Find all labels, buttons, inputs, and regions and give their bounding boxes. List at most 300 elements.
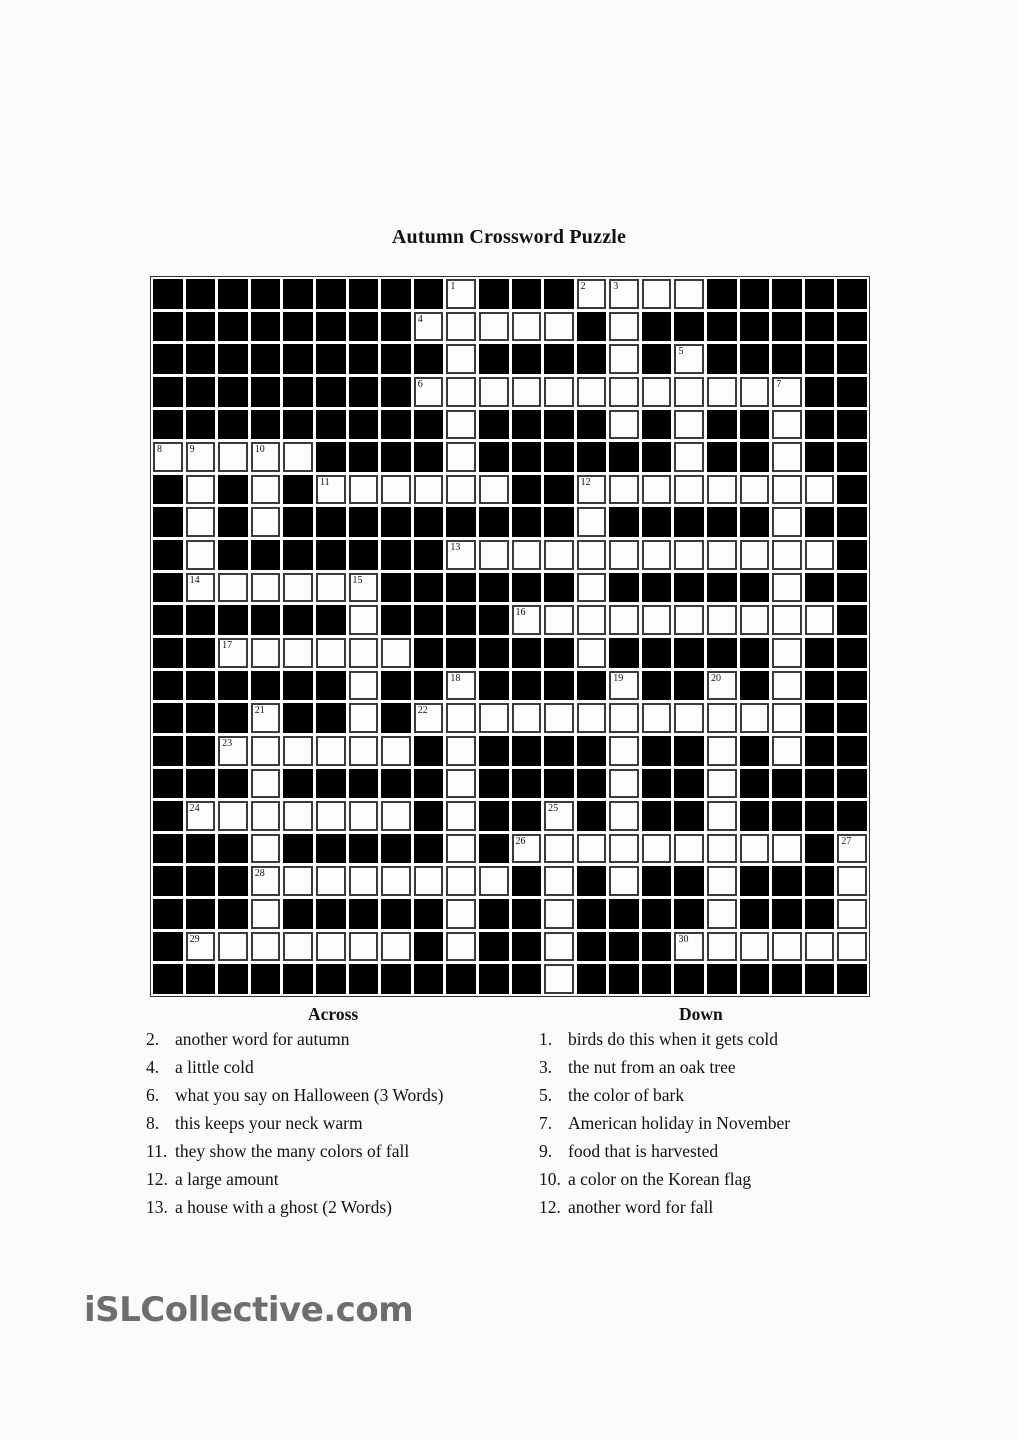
crossword-cell[interactable]	[642, 475, 672, 505]
crossword-cell[interactable]	[577, 475, 607, 505]
blocked-cell	[218, 769, 248, 799]
blocked-cell	[153, 573, 183, 603]
cell-number: 18	[450, 672, 461, 684]
blocked-cell	[740, 671, 770, 701]
crossword-cell[interactable]	[283, 736, 313, 766]
clue-number: 13.	[146, 1197, 168, 1217]
crossword-cell[interactable]	[446, 344, 476, 374]
crossword-cell[interactable]	[609, 279, 639, 309]
crossword-cell[interactable]	[512, 605, 542, 635]
crossword-cell[interactable]	[740, 605, 770, 635]
blocked-cell	[642, 964, 672, 994]
crossword-cell[interactable]	[772, 377, 802, 407]
blocked-cell	[381, 605, 411, 635]
crossword-cell[interactable]	[609, 540, 639, 570]
crossword-cell[interactable]	[609, 605, 639, 635]
clue-text: a little cold	[175, 1057, 254, 1077]
crossword-cell[interactable]	[381, 736, 411, 766]
crossword-cell[interactable]	[512, 703, 542, 733]
crossword-cell[interactable]	[251, 866, 281, 896]
blocked-cell	[740, 899, 770, 929]
blocked-cell	[153, 964, 183, 994]
crossword-cell[interactable]	[251, 475, 281, 505]
crossword-cell[interactable]	[707, 540, 737, 570]
blocked-cell	[316, 964, 346, 994]
crossword-cell[interactable]	[512, 834, 542, 864]
crossword-cell[interactable]	[707, 834, 737, 864]
blocked-cell	[837, 442, 867, 472]
blocked-cell	[153, 475, 183, 505]
crossword-cell[interactable]	[251, 703, 281, 733]
crossword-cell[interactable]	[446, 932, 476, 962]
crossword-cell[interactable]	[805, 605, 835, 635]
crossword-cell[interactable]	[251, 507, 281, 537]
crossword-cell[interactable]	[414, 703, 444, 733]
crossword-cell[interactable]	[674, 442, 704, 472]
crossword-cell[interactable]	[186, 442, 216, 472]
blocked-cell	[512, 932, 542, 962]
crossword-cell[interactable]	[577, 377, 607, 407]
crossword-cell[interactable]	[446, 410, 476, 440]
crossword-cell[interactable]	[316, 573, 346, 603]
crossword-cell[interactable]	[283, 442, 313, 472]
crossword-cell[interactable]	[381, 866, 411, 896]
blocked-cell	[577, 736, 607, 766]
blocked-cell	[544, 638, 574, 668]
blocked-cell	[740, 801, 770, 831]
crossword-cell[interactable]	[707, 899, 737, 929]
blocked-cell	[642, 801, 672, 831]
crossword-cell[interactable]	[283, 573, 313, 603]
crossword-cell[interactable]	[577, 573, 607, 603]
crossword-cell[interactable]	[512, 312, 542, 342]
across-heading: Across	[308, 1004, 359, 1024]
cell-number: 12	[580, 476, 591, 488]
cell-number: 6	[417, 378, 423, 390]
crossword-cell[interactable]	[674, 377, 704, 407]
crossword-cell[interactable]	[186, 507, 216, 537]
crossword-cell[interactable]	[479, 377, 509, 407]
crossword-cell[interactable]	[414, 377, 444, 407]
blocked-cell	[186, 866, 216, 896]
crossword-cell[interactable]	[837, 834, 867, 864]
crossword-cell[interactable]	[349, 801, 379, 831]
crossword-cell[interactable]	[609, 834, 639, 864]
blocked-cell	[381, 899, 411, 929]
blocked-cell	[153, 932, 183, 962]
crossword-cell[interactable]	[674, 344, 704, 374]
blocked-cell	[609, 932, 639, 962]
blocked-cell	[837, 671, 867, 701]
blocked-cell	[349, 312, 379, 342]
down-clues	[539, 1003, 859, 1221]
crossword-cell[interactable]	[446, 377, 476, 407]
crossword-cell[interactable]	[544, 964, 574, 994]
cell-number: 16	[515, 607, 526, 619]
blocked-cell	[642, 344, 672, 374]
clue-number: 12.	[146, 1169, 168, 1189]
crossword-cell[interactable]	[381, 932, 411, 962]
blocked-cell	[316, 769, 346, 799]
blocked-cell	[772, 964, 802, 994]
crossword-cell[interactable]	[349, 573, 379, 603]
crossword-cell[interactable]	[609, 801, 639, 831]
crossword-cell[interactable]	[740, 834, 770, 864]
clue-text: what you say on Halloween (3 Words)	[175, 1085, 444, 1105]
blocked-cell	[153, 703, 183, 733]
crossword-cell[interactable]	[446, 834, 476, 864]
crossword-cell[interactable]	[609, 866, 639, 896]
crossword-cell[interactable]	[707, 475, 737, 505]
blocked-cell	[740, 344, 770, 374]
cell-number: 8	[157, 444, 162, 456]
blocked-cell	[251, 964, 281, 994]
crossword-cell[interactable]	[414, 475, 444, 505]
crossword-cell[interactable]	[544, 312, 574, 342]
crossword-cell[interactable]	[674, 834, 704, 864]
clue-text: food that is harvested	[568, 1141, 719, 1161]
crossword-cell[interactable]	[186, 475, 216, 505]
crossword-cell[interactable]	[479, 312, 509, 342]
crossword-cell[interactable]	[316, 801, 346, 831]
crossword-cell[interactable]	[544, 834, 574, 864]
crossword-cell[interactable]	[283, 801, 313, 831]
crossword-cell[interactable]	[642, 605, 672, 635]
crossword-cell[interactable]	[544, 866, 574, 896]
crossword-cell[interactable]	[577, 540, 607, 570]
crossword-cell[interactable]	[186, 540, 216, 570]
crossword-cell[interactable]	[381, 475, 411, 505]
blocked-cell	[740, 279, 770, 309]
cell-number: 27	[841, 835, 852, 847]
crossword-cell[interactable]	[740, 932, 770, 962]
crossword-cell[interactable]	[805, 540, 835, 570]
crossword-cell[interactable]	[283, 932, 313, 962]
crossword-cell[interactable]	[446, 899, 476, 929]
crossword-cell[interactable]	[740, 540, 770, 570]
blocked-cell	[283, 507, 313, 537]
crossword-cell[interactable]	[577, 834, 607, 864]
blocked-cell	[805, 312, 835, 342]
crossword-cell[interactable]	[251, 573, 281, 603]
crossword-cell[interactable]	[609, 312, 639, 342]
blocked-cell	[577, 769, 607, 799]
blocked-cell	[251, 344, 281, 374]
crossword-cell[interactable]	[674, 932, 704, 962]
crossword-cell[interactable]	[707, 801, 737, 831]
crossword-cell[interactable]	[674, 475, 704, 505]
clue-text: another word for autumn	[175, 1029, 350, 1049]
crossword-cell[interactable]	[772, 410, 802, 440]
crossword-cell[interactable]	[609, 769, 639, 799]
blocked-cell	[772, 866, 802, 896]
crossword-cell[interactable]	[218, 932, 248, 962]
crossword-cell[interactable]	[577, 279, 607, 309]
blocked-cell	[218, 279, 248, 309]
crossword-cell[interactable]	[512, 540, 542, 570]
crossword-cell[interactable]	[577, 703, 607, 733]
blocked-cell	[805, 442, 835, 472]
crossword-cell[interactable]	[642, 279, 672, 309]
blocked-cell	[218, 899, 248, 929]
crossword-cell[interactable]	[316, 866, 346, 896]
crossword-cell[interactable]	[316, 932, 346, 962]
blocked-cell	[674, 801, 704, 831]
crossword-cell[interactable]	[349, 605, 379, 635]
blocked-cell	[218, 377, 248, 407]
blocked-cell	[512, 899, 542, 929]
crossword-cell[interactable]	[609, 703, 639, 733]
blocked-cell	[414, 540, 444, 570]
blocked-cell	[512, 638, 542, 668]
crossword-cell[interactable]	[218, 573, 248, 603]
blocked-cell	[349, 899, 379, 929]
clue-item	[539, 1081, 859, 1109]
crossword-cell[interactable]	[772, 932, 802, 962]
crossword-cell[interactable]	[349, 638, 379, 668]
crossword-cell[interactable]	[446, 801, 476, 831]
blocked-cell	[740, 638, 770, 668]
crossword-cell[interactable]	[414, 866, 444, 896]
blocked-cell	[381, 344, 411, 374]
blocked-cell	[153, 834, 183, 864]
blocked-cell	[153, 899, 183, 929]
crossword-cell[interactable]	[446, 866, 476, 896]
crossword-cell[interactable]	[186, 573, 216, 603]
crossword-cell[interactable]	[544, 801, 574, 831]
blocked-cell	[186, 377, 216, 407]
blocked-cell	[805, 507, 835, 537]
crossword-cell[interactable]	[251, 899, 281, 929]
blocked-cell	[512, 442, 542, 472]
crossword-cell[interactable]	[446, 703, 476, 733]
crossword-cell[interactable]	[251, 769, 281, 799]
crossword-cell[interactable]	[283, 866, 313, 896]
clue-number: 7.	[539, 1113, 553, 1133]
crossword-cell[interactable]	[772, 540, 802, 570]
blocked-cell	[479, 573, 509, 603]
crossword-cell[interactable]	[544, 703, 574, 733]
crossword-cell[interactable]	[381, 801, 411, 831]
blocked-cell	[642, 312, 672, 342]
crossword-cell[interactable]	[740, 703, 770, 733]
blocked-cell	[512, 671, 542, 701]
crossword-cell[interactable]	[479, 475, 509, 505]
blocked-cell	[740, 736, 770, 766]
crossword-cell[interactable]	[577, 605, 607, 635]
crossword-cell[interactable]	[805, 932, 835, 962]
blocked-cell	[837, 638, 867, 668]
blocked-cell	[479, 507, 509, 537]
crossword-cell[interactable]	[446, 475, 476, 505]
crossword-cell[interactable]	[349, 475, 379, 505]
blocked-cell	[251, 540, 281, 570]
crossword-cell[interactable]	[316, 638, 346, 668]
crossword-cell[interactable]	[642, 540, 672, 570]
crossword-cell[interactable]	[251, 801, 281, 831]
crossword-cell[interactable]	[740, 475, 770, 505]
blocked-cell	[316, 834, 346, 864]
crossword-cell[interactable]	[349, 703, 379, 733]
crossword-cell[interactable]	[707, 605, 737, 635]
crossword-cell[interactable]	[609, 377, 639, 407]
blocked-cell	[772, 899, 802, 929]
cell-number: 10	[254, 444, 265, 456]
crossword-cell[interactable]	[642, 834, 672, 864]
blocked-cell	[642, 866, 672, 896]
crossword-cell[interactable]	[251, 638, 281, 668]
crossword-cell[interactable]	[218, 638, 248, 668]
blocked-cell	[218, 344, 248, 374]
crossword-cell[interactable]	[805, 475, 835, 505]
crossword-cell[interactable]	[609, 475, 639, 505]
cell-number: 7	[776, 378, 782, 390]
crossword-cell[interactable]	[479, 866, 509, 896]
crossword-cell[interactable]	[609, 344, 639, 374]
crossword-cell[interactable]	[707, 866, 737, 896]
crossword-cell[interactable]	[740, 377, 770, 407]
blocked-cell	[642, 769, 672, 799]
blocked-cell	[512, 736, 542, 766]
crossword-cell[interactable]	[642, 377, 672, 407]
crossword-cell[interactable]	[674, 703, 704, 733]
crossword-cell[interactable]	[544, 899, 574, 929]
blocked-cell	[577, 899, 607, 929]
crossword-cell[interactable]	[446, 279, 476, 309]
blocked-cell	[577, 932, 607, 962]
crossword-cell[interactable]	[707, 736, 737, 766]
crossword-cell[interactable]	[642, 703, 672, 733]
crossword-cell[interactable]	[837, 932, 867, 962]
blocked-cell	[707, 442, 737, 472]
crossword-cell[interactable]	[153, 442, 183, 472]
crossword-cell[interactable]	[772, 638, 802, 668]
crossword-cell[interactable]	[446, 540, 476, 570]
crossword-cell[interactable]	[446, 312, 476, 342]
blocked-cell	[381, 507, 411, 537]
crossword-cell[interactable]	[283, 638, 313, 668]
clue-text: birds do this when it gets cold	[568, 1029, 778, 1049]
crossword-cell[interactable]	[446, 442, 476, 472]
crossword-cell[interactable]	[577, 638, 607, 668]
crossword-cell[interactable]	[446, 769, 476, 799]
crossword-cell[interactable]	[772, 605, 802, 635]
crossword-cell[interactable]	[218, 801, 248, 831]
blocked-cell	[414, 442, 444, 472]
crossword-cell[interactable]	[479, 540, 509, 570]
blocked-cell	[414, 507, 444, 537]
crossword-cell[interactable]	[186, 801, 216, 831]
blocked-cell	[283, 605, 313, 635]
blocked-cell	[479, 964, 509, 994]
clue-text: a large amount	[175, 1169, 279, 1189]
crossword-cell[interactable]	[772, 475, 802, 505]
blocked-cell	[707, 410, 737, 440]
cell-number: 1	[450, 281, 456, 292]
crossword-cell[interactable]	[544, 605, 574, 635]
crossword-cell[interactable]	[707, 769, 737, 799]
crossword-cell[interactable]	[316, 475, 346, 505]
blocked-cell	[740, 964, 770, 994]
crossword-cell[interactable]	[251, 834, 281, 864]
crossword-cell[interactable]	[772, 703, 802, 733]
crossword-cell[interactable]	[218, 736, 248, 766]
cell-number: 26	[515, 835, 526, 847]
clue-text: this keeps your neck warm	[175, 1113, 363, 1133]
cell-number: 25	[548, 803, 559, 815]
crossword-cell[interactable]	[674, 279, 704, 309]
crossword-cell[interactable]	[837, 899, 867, 929]
crossword-cell[interactable]	[186, 932, 216, 962]
crossword-cell[interactable]	[772, 507, 802, 537]
crossword-cell[interactable]	[218, 442, 248, 472]
crossword-cell[interactable]	[349, 866, 379, 896]
crossword-cell[interactable]	[251, 932, 281, 962]
crossword-cell[interactable]	[837, 866, 867, 896]
crossword-cell[interactable]	[577, 507, 607, 537]
crossword-grid	[152, 278, 868, 995]
crossword-cell[interactable]	[251, 736, 281, 766]
crossword-cell[interactable]	[772, 442, 802, 472]
crossword-cell[interactable]	[479, 703, 509, 733]
blocked-cell	[805, 703, 835, 733]
crossword-cell[interactable]	[772, 834, 802, 864]
crossword-cell[interactable]	[707, 671, 737, 701]
crossword-cell[interactable]	[544, 377, 574, 407]
crossword-cell[interactable]	[707, 932, 737, 962]
blocked-cell	[674, 964, 704, 994]
crossword-cell[interactable]	[772, 671, 802, 701]
crossword-cell[interactable]	[674, 410, 704, 440]
blocked-cell	[707, 344, 737, 374]
crossword-cell[interactable]	[544, 932, 574, 962]
crossword-cell[interactable]	[446, 671, 476, 701]
crossword-cell[interactable]	[316, 736, 346, 766]
crossword-cell[interactable]	[544, 540, 574, 570]
blocked-cell	[479, 442, 509, 472]
crossword-cell[interactable]	[772, 736, 802, 766]
crossword-cell[interactable]	[349, 671, 379, 701]
blocked-cell	[218, 671, 248, 701]
blocked-cell	[740, 410, 770, 440]
crossword-cell[interactable]	[707, 703, 737, 733]
cell-number: 15	[352, 574, 363, 586]
crossword-cell[interactable]	[349, 736, 379, 766]
crossword-cell[interactable]	[609, 671, 639, 701]
crossword-cell[interactable]	[381, 638, 411, 668]
blocked-cell	[837, 605, 867, 635]
crossword-cell[interactable]	[251, 442, 281, 472]
blocked-cell	[544, 769, 574, 799]
crossword-cell[interactable]	[414, 312, 444, 342]
crossword-cell[interactable]	[674, 540, 704, 570]
clue-item	[146, 1109, 526, 1137]
cell-number: 28	[254, 868, 265, 880]
crossword-cell[interactable]	[512, 377, 542, 407]
crossword-cell[interactable]	[446, 736, 476, 766]
blocked-cell	[577, 410, 607, 440]
blocked-cell	[414, 964, 444, 994]
crossword-cell[interactable]	[772, 573, 802, 603]
crossword-cell[interactable]	[707, 377, 737, 407]
blocked-cell	[707, 638, 737, 668]
crossword-cell[interactable]	[609, 410, 639, 440]
blocked-cell	[772, 801, 802, 831]
crossword-cell[interactable]	[349, 932, 379, 962]
crossword-cell[interactable]	[609, 736, 639, 766]
crossword-cell[interactable]	[674, 605, 704, 635]
blocked-cell	[512, 279, 542, 309]
